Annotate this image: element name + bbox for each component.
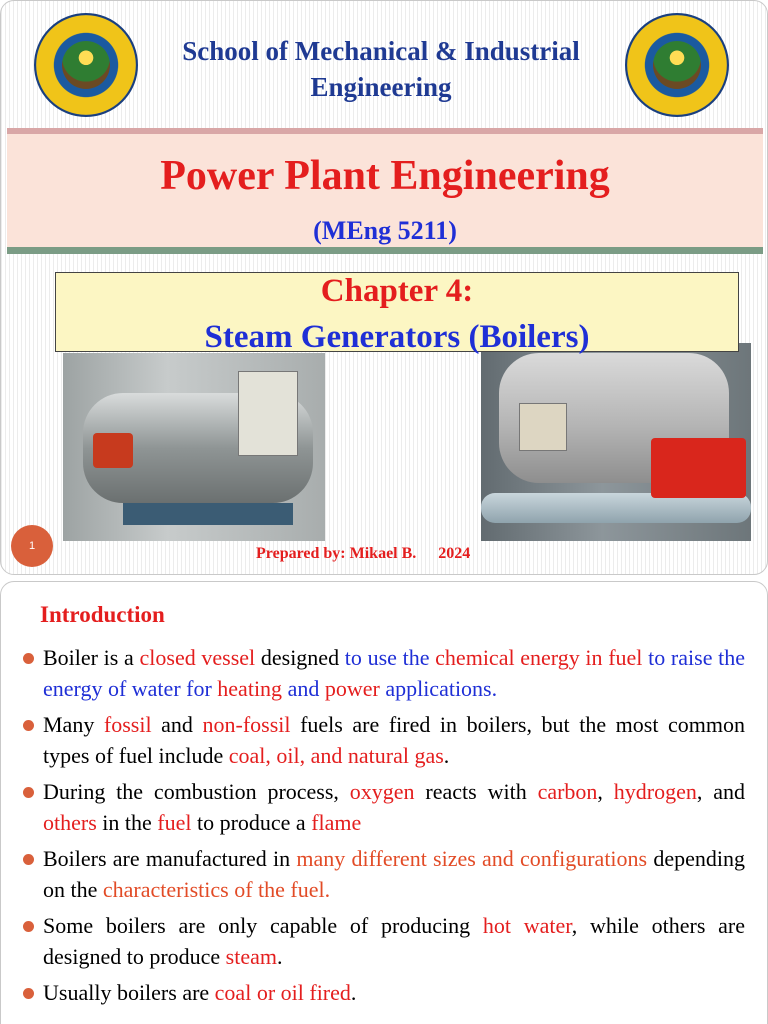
year: 2024	[438, 545, 471, 562]
bullet-dot-icon	[23, 988, 34, 999]
text-orange: many different sizes and configurations	[296, 846, 648, 871]
author: Prepared by: Mikael B.	[256, 545, 417, 562]
control-panel	[519, 403, 567, 451]
chapter-number: Chapter 4:	[320, 273, 474, 309]
text: Usually boilers are	[43, 980, 215, 1005]
text: .	[350, 980, 357, 1005]
text-red: oxygen	[349, 779, 415, 804]
burner	[93, 433, 133, 468]
text: During the combustion process,	[43, 779, 350, 804]
text: .	[277, 944, 283, 969]
prepared-by	[256, 545, 470, 563]
text-blue: and	[282, 676, 325, 701]
text-red: others	[43, 810, 97, 835]
text: designed	[255, 645, 345, 670]
school-title: School of Mechanical & Industrial Engineering	[182, 36, 580, 102]
text-orange: characteristics of the fuel.	[102, 877, 331, 902]
text-red: steam	[225, 944, 277, 969]
text: in the	[96, 810, 158, 835]
course-title-box	[7, 128, 763, 254]
text-red: carbon	[537, 779, 598, 804]
text: Many	[43, 712, 104, 737]
course-title: Power Plant Engineering	[160, 153, 610, 199]
bullet-dot-icon	[23, 854, 34, 865]
text: and	[151, 712, 203, 737]
text: Some boilers are only capable of producing	[43, 913, 483, 938]
text-red: power	[324, 676, 380, 701]
text-red: closed vessel	[139, 645, 256, 670]
text-blue: to use the	[344, 645, 430, 670]
text-red: chemical energy in fuel	[435, 645, 643, 670]
control-panel	[238, 371, 298, 456]
chapter-title: Steam Generators (Boilers)	[204, 319, 590, 355]
text: to produce a	[191, 810, 312, 835]
text: ,	[597, 779, 614, 804]
boiler-photo-left	[63, 353, 325, 541]
bullet-dot-icon	[23, 787, 34, 798]
text: depending on the	[43, 846, 745, 902]
text: fuels are fired in boilers, but the most common types of fuel include	[43, 712, 746, 768]
university-logo-left	[34, 13, 138, 117]
text-red: non-fossil	[202, 712, 291, 737]
logo-emblem	[62, 41, 110, 89]
boiler-stand	[123, 503, 293, 525]
introduction-slide	[0, 581, 768, 1024]
bullet-dot-icon	[23, 921, 34, 932]
burner	[651, 438, 746, 498]
slide-number-badge: 1	[11, 525, 53, 567]
logo-emblem	[653, 41, 701, 89]
chapter-box	[55, 272, 739, 355]
bullet-list	[21, 642, 745, 1013]
course-code: (MEng 5211)	[313, 216, 457, 245]
bullet-dot-icon	[23, 720, 34, 731]
text-red: coal, oil, and natural gas	[228, 743, 444, 768]
bullet-item	[21, 776, 745, 838]
text-red: hot water	[482, 913, 572, 938]
text-red: fuel	[157, 810, 192, 835]
slide-heading: Introduction	[40, 602, 165, 627]
text: , while others are designed to produce	[43, 913, 745, 969]
university-logo-right	[625, 13, 729, 117]
boiler-photo-right	[481, 343, 751, 541]
bullet-item	[21, 642, 745, 704]
text-red: fossil	[103, 712, 152, 737]
text: Boilers are manufactured in	[43, 846, 297, 871]
text: .	[443, 743, 450, 768]
text-blue: applications.	[379, 676, 498, 701]
bullet-dot-icon	[23, 653, 34, 664]
text-red: hydrogen	[613, 779, 697, 804]
text-red: heating	[217, 676, 283, 701]
bullet-item	[21, 977, 745, 1008]
text-blue: to raise the energy of water	[43, 645, 746, 701]
text-blue: for	[186, 676, 212, 701]
text: reacts with	[414, 779, 538, 804]
bullet-item	[21, 910, 745, 972]
text-red: flame	[311, 810, 362, 835]
text: Boiler is a	[43, 645, 140, 670]
bullet-item	[21, 709, 745, 771]
text: , and	[696, 779, 746, 804]
text-red: coal or oil fired	[214, 980, 351, 1005]
bullet-item	[21, 843, 745, 905]
